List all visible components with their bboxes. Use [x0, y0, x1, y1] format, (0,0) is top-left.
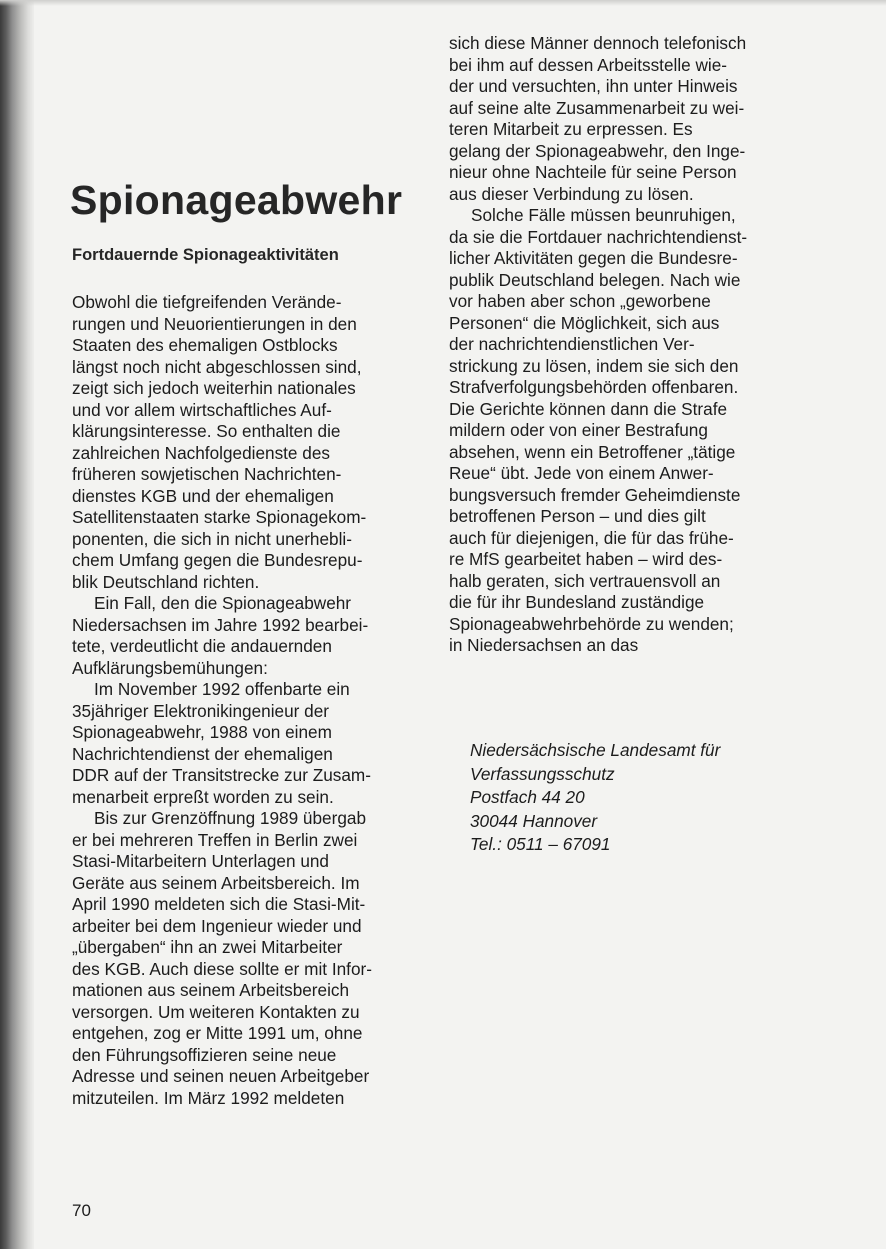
- left-column-line: blik Deutschland richten.: [72, 571, 260, 592]
- left-column-line: „übergaben“ ihn an zwei Mitarbeiter: [72, 937, 343, 957]
- right-column-line: aus dieser Verbindung zu lösen.: [449, 183, 694, 204]
- left-column-line: chem Umfang gegen die Bundesrepu-: [72, 550, 363, 570]
- left-column-line: und vor allem wirtschaftliches Auf-: [72, 399, 332, 420]
- left-column-line: zahlreichen Nachfolgedienste des: [72, 442, 330, 463]
- left-column-line: rungen und Neuorientierungen in den: [72, 313, 357, 334]
- right-column-line: publik Deutschland belegen. Nach wie: [449, 269, 741, 290]
- right-column-line: Spionageabwehrbehörde zu wenden;: [449, 613, 734, 634]
- right-column-line: licher Aktivitäten gegen die Bundesre-: [449, 248, 738, 268]
- left-column-line: Satellitenstaaten starke Spionagekom-: [72, 507, 367, 527]
- right-column-line: betroffenen Person – und dies gilt: [449, 506, 706, 526]
- right-column-line: strickung zu lösen, indem sie sich den: [449, 355, 739, 376]
- right-column-line: absehen, wenn ein Betroffener „tätige: [449, 441, 736, 462]
- address-line: Postfach 44 20: [470, 787, 585, 807]
- left-column-line: zeigt sich jedoch weiterhin nationales: [72, 378, 356, 398]
- left-column-line: DDR auf der Transitstrecke zur Zusam-: [72, 765, 371, 785]
- left-column-line: mationen aus seinem Arbeitsbereich: [72, 980, 350, 1000]
- right-column-line: da sie die Fortdauer nachrichtendienst-: [449, 226, 748, 247]
- left-column-line: Adresse und seinen neuen Arbeitgeber: [72, 1066, 370, 1086]
- left-column-line: früheren sowjetischen Nachrichten-: [72, 464, 342, 484]
- left-column-line: Nachrichtendienst der ehemaligen: [72, 743, 333, 764]
- left-column-line: tete, verdeutlicht die andauernden: [72, 636, 332, 656]
- right-column-line: mildern oder von einer Bestrafung: [449, 420, 708, 440]
- right-column-line: die für ihr Bundesland zuständige: [449, 592, 705, 612]
- left-column-line: Im November 1992 offenbarte ein: [94, 679, 350, 699]
- section-subtitle: Fortdauernde Spionageaktivitäten: [72, 246, 339, 264]
- right-column-line: vor haben aber schon „geworbene: [449, 291, 711, 311]
- left-column-line: April 1990 meldeten sich die Stasi-Mit-: [72, 894, 366, 914]
- address-line: Tel.: 0511 – 67091: [470, 834, 611, 854]
- left-column-line: 35jähriger Elektronikingenieur der: [72, 700, 330, 721]
- right-column-line: bei ihm auf dessen Arbeitsstelle wie-: [449, 54, 728, 75]
- left-column-line: mitzuteilen. Im März 1992 meldeten: [72, 1087, 345, 1108]
- left-column-line: den Führungsoffizieren seine neue: [72, 1044, 337, 1065]
- left-column-line: Stasi-Mitarbeitern Unterlagen und: [72, 851, 329, 871]
- right-column-line: auf seine alte Zusammenarbeit zu wei-: [449, 97, 745, 118]
- right-column-line: Reue“ übt. Jede von einem Anwer-: [449, 463, 714, 483]
- left-column-line: Spionageabwehr, 1988 von einem: [72, 722, 332, 742]
- right-column-line: Solche Fälle müssen beunruhigen,: [471, 205, 736, 225]
- address-line: Niedersächsische Landesamt für: [470, 740, 721, 760]
- page-number: 70: [72, 1201, 91, 1220]
- right-column-line: nieur ohne Nachteile für seine Person: [449, 162, 737, 182]
- right-column-line: bungsversuch fremder Geheimdienste: [449, 484, 741, 505]
- left-column-line: des KGB. Auch diese sollte er mit Infor-: [72, 958, 372, 979]
- address-line: 30044 Hannover: [470, 810, 598, 831]
- left-column-line: arbeiter bei dem Ingenieur wieder und: [72, 915, 362, 936]
- right-column-line: der und versuchten, ihn unter Hinweis: [449, 76, 738, 96]
- right-column-line: Strafverfolgungsbehörden offenbaren.: [449, 377, 739, 397]
- right-column-line: sich diese Männer dennoch telefonisch: [449, 33, 747, 53]
- right-column-line: teren Mitarbeit zu erpressen. Es: [449, 119, 693, 139]
- left-column-line: entgehen, zog er Mitte 1991 um, ohne: [72, 1023, 363, 1043]
- left-column-line: dienstes KGB und der ehemaligen: [72, 485, 334, 506]
- right-column-line: der nachrichtendienstlichen Ver-: [449, 334, 695, 354]
- left-column-line: er bei mehreren Treffen in Berlin zwei: [72, 829, 358, 850]
- right-column-line: auch für diejenigen, die für das frühe-: [449, 527, 734, 548]
- left-column-line: Ein Fall, den die Spionageabwehr: [94, 593, 352, 613]
- page-top-shadow: [0, 0, 886, 6]
- left-column-line: klärungsinteresse. So enthalten die: [72, 421, 341, 441]
- left-column-line: Niedersachsen im Jahre 1992 bearbei-: [72, 614, 369, 635]
- left-column-line: ponenten, die sich in nicht unerhebli-: [72, 528, 352, 549]
- left-column-line: längst noch nicht abgeschlossen sind,: [72, 356, 362, 377]
- right-column-line: gelang der Spionageabwehr, den Inge-: [449, 140, 746, 161]
- left-column-line: Bis zur Grenzöffnung 1989 übergab: [94, 808, 367, 828]
- left-column-line: Aufklärungsbemühungen:: [72, 657, 268, 678]
- address-block: [470, 739, 720, 857]
- left-column-line: versorgen. Um weiteren Kontakten zu: [72, 1001, 360, 1022]
- left-text-column: [72, 292, 420, 1109]
- right-column-line: re MfS gearbeitet haben – wird des-: [449, 549, 723, 569]
- left-column-line: Staaten des ehemaligen Ostblocks: [72, 335, 338, 355]
- book-spine-shadow: [0, 0, 34, 1249]
- left-column-line: menarbeit erpreßt worden zu sein.: [72, 786, 334, 807]
- right-column-line: halb geraten, sich vertrauensvoll an: [449, 570, 721, 591]
- right-column-line: in Niedersachsen an das: [449, 635, 639, 655]
- address-line: Verfassungsschutz: [470, 763, 615, 784]
- right-column-line: Die Gerichte können dann die Strafe: [449, 398, 728, 419]
- right-column-line: Personen“ die Möglichkeit, sich aus: [449, 312, 720, 333]
- page-title: Spionageabwehr: [70, 177, 403, 223]
- left-column-line: Geräte aus seinem Arbeitsbereich. Im: [72, 872, 360, 893]
- right-text-column: [449, 33, 809, 657]
- left-column-line: Obwohl die tiefgreifenden Verände-: [72, 292, 342, 312]
